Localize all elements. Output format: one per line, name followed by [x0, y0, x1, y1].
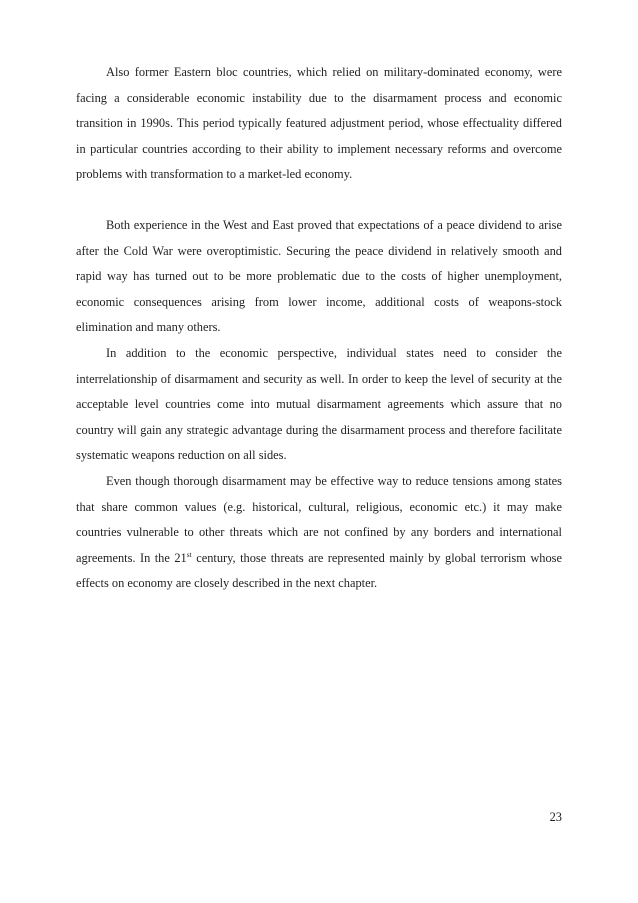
paragraph-terrorism: [76, 469, 562, 597]
paragraph-terrorism-text-end: century, those threats are represented mainly by global terrorism whose effects on economy are closely described in the next chapter.: [76, 550, 562, 591]
page-number: 23: [549, 810, 562, 824]
paragraph-terrorism-text-start: Even though thorough disarmament may be effective way to reduce tensions among states that share common values (e.g. historical, cultural, religious, economic etc.) it may make countries vulnerable to other threats which are not confined by any borders and international agreements. In the 21: [76, 473, 562, 565]
paragraph-security: In addition to the economic perspective, individual states need to consider the interrelationship of disarmament and security as well. In order to keep the level of security at the acceptable level countries come into mutual disarmament agreements which assure that no country will gain any strategic advantage during the disarmament process and therefore facilitate systematic weapons reduction on all sides.: [76, 345, 562, 463]
body-text: [76, 60, 562, 597]
paragraph-peace-dividend: Both experience in the West and East proved that expectations of a peace dividend to arise after the Cold War were overoptimistic. Securing the peace dividend in relatively smooth and rapid way has turned out to be more problematic due to the costs of higher unemployment, economic consequences arising from lower income, additional costs of weapons-stock elimination and many others.: [76, 217, 562, 335]
paragraph-eastern-bloc: Also former Eastern bloc countries, which relied on military-dominated economy, were facing a considerable economic instability due to the disarmament process and economic transition in 1990s. This period typically featured adjustment period, whose effectuality differed in particular countries according to their ability to implement necessary reforms and overcome problems with transformation to a market-led economy.: [76, 65, 562, 182]
ordinal-superscript: st: [186, 549, 192, 559]
